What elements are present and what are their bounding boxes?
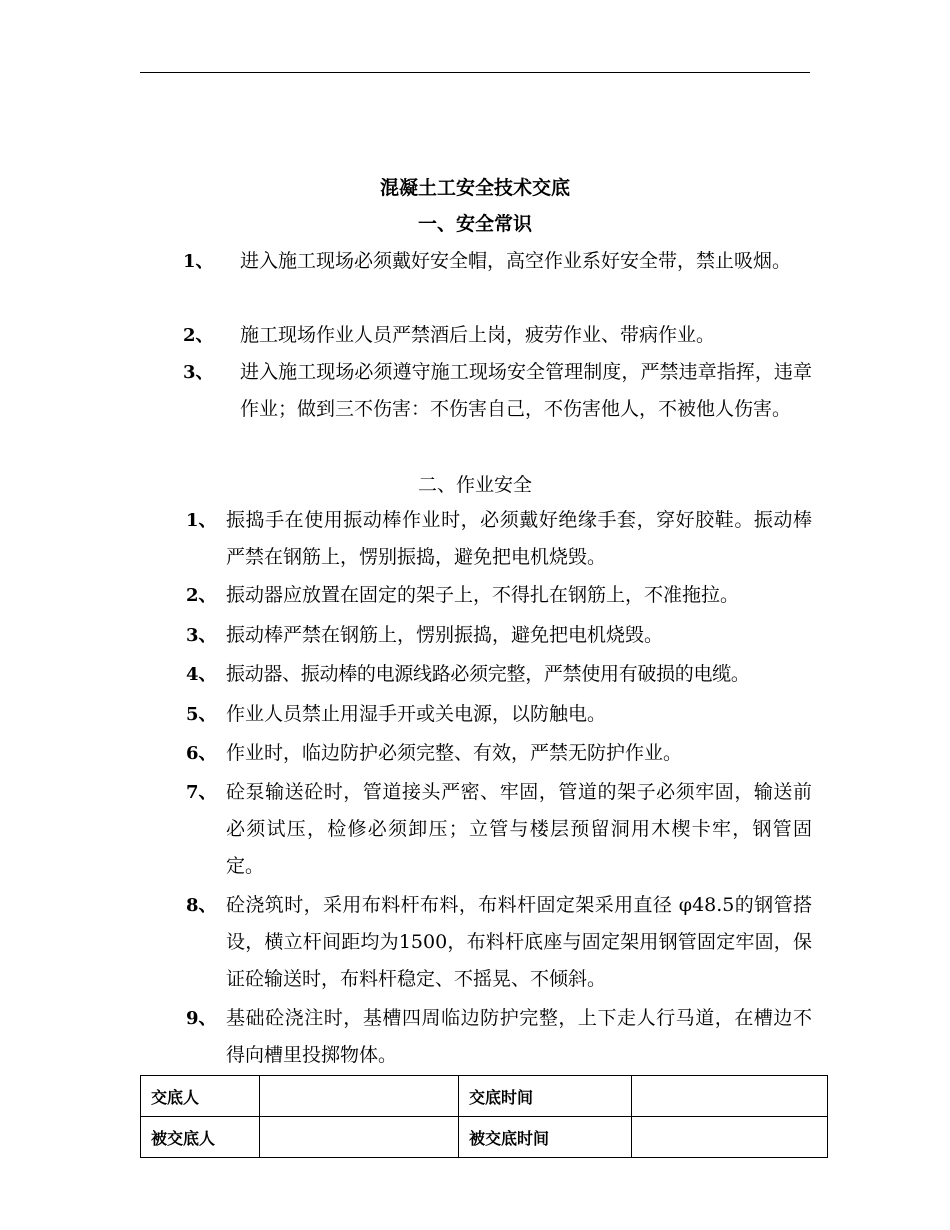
document-title: 混凝土工安全技术交底 — [379, 177, 570, 199]
section1-heading: 一、安全常识 — [417, 213, 532, 235]
cell-recipient-time-label: 被交底时间 — [459, 1117, 632, 1158]
item-text: 施工现场作业人员严禁酒后上岗，疲劳作业、带病作业。 — [240, 324, 716, 346]
cell-disclosure-time-value[interactable] — [632, 1076, 828, 1117]
item-text: 作业时，临边防护必须完整、有效，严禁无防护作业。 — [226, 742, 683, 764]
table-row — [141, 1117, 828, 1158]
cell-discloser-value[interactable] — [260, 1076, 459, 1117]
item-number: 9、 — [186, 1008, 217, 1029]
item-text: 振动棒严禁在钢筋上，愣别振捣，避免把电机烧毁。 — [226, 624, 664, 646]
item-number: 8、 — [186, 895, 217, 916]
cell-discloser-label: 交底人 — [141, 1076, 260, 1117]
cell-disclosure-time-label: 交底时间 — [459, 1076, 632, 1117]
item-number: 3、 — [183, 362, 214, 383]
item-number: 3、 — [186, 625, 217, 646]
cell-recipient-time-value[interactable] — [632, 1117, 828, 1158]
cell-recipient-value[interactable] — [260, 1117, 459, 1158]
table-row — [141, 1076, 828, 1117]
item-text: 进入施工现场必须遵守施工现场安全管理制度，严禁违章指挥，违章作业；做到三不伤害：不伤害自己，不伤害他人，不被他人伤害。 — [240, 361, 812, 420]
cell-recipient-label: 被交底人 — [141, 1117, 260, 1158]
item-number: 4、 — [186, 664, 217, 685]
item-number: 2、 — [186, 585, 217, 606]
item-number: 1、 — [183, 251, 214, 272]
section2-heading: 二、作业安全 — [417, 474, 532, 496]
header-rule — [140, 72, 810, 73]
item-number: 7、 — [186, 782, 217, 803]
item-text: 作业人员禁止用湿手开或关电源，以防触电。 — [226, 703, 607, 725]
item-text: 振动器、振动棒的电源线路必须完整，严禁使用有破损的电缆。 — [226, 663, 750, 685]
item-text: 振捣手在使用振动棒作业时，必须戴好绝缘手套，穿好胶鞋。振动棒严禁在钢筋上，愣别振捣，避免把电机烧毁。 — [226, 509, 812, 568]
item-number: 6、 — [186, 743, 217, 764]
item-text: 砼浇筑时，采用布料杆布料，布料杆固定架采用直径 φ48.5的钢管搭设，横立杆间距均为1500，布料杆底座与固定架用钢管固定牢固，保证砼输送时，布料杆稳定、不摇晃、不倾斜。 — [226, 894, 812, 990]
item-number: 5、 — [186, 704, 217, 725]
item-text: 基础砼浇注时，基槽四周临边防护完整，上下走人行马道，在槽边不得向槽里投掷物体。 — [226, 1007, 812, 1066]
item-text: 进入施工现场必须戴好安全帽，高空作业系好安全带，禁止吸烟。 — [240, 250, 792, 272]
sign-off-table — [140, 1075, 828, 1158]
item-text: 振动器应放置在固定的架子上，不得扎在钢筋上，不准拖拉。 — [226, 584, 740, 606]
item-text: 砼泵输送砼时，管道接头严密、牢固，管道的架子必须牢固，输送前必须试压，检修必须卸压；立管与楼层预留洞用木楔卡牢，钢管固定。 — [226, 781, 812, 877]
item-number: 2、 — [183, 325, 214, 346]
item-number: 1、 — [186, 510, 217, 531]
